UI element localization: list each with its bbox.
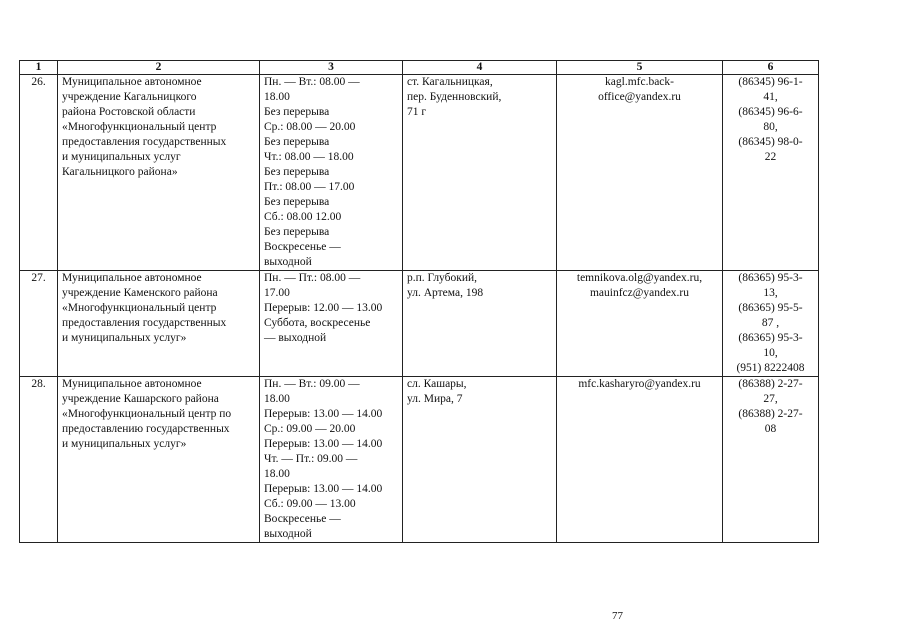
phone-line: 87 ,	[761, 317, 780, 329]
working-hours-line: 18.00	[264, 468, 290, 480]
working-hours-line: Перерыв: 13.00 — 14.00	[264, 408, 383, 420]
organization-name-line: Муниципальное автономное	[62, 378, 202, 390]
organization-name-cell	[58, 271, 260, 377]
organization-name-line: и муниципальных услуг»	[62, 438, 187, 450]
working-hours-line: выходной	[264, 256, 312, 268]
phone-line: 13,	[763, 287, 778, 299]
organization-name-line: предоставлению государственных	[62, 423, 230, 435]
working-hours-line: Сб.: 08.00 12.00	[264, 211, 342, 223]
organization-name-line: района Ростовской области	[62, 106, 196, 118]
working-hours-line: Ср.: 09.00 — 20.00	[264, 423, 356, 435]
working-hours-line: Воскресенье —	[264, 241, 341, 253]
organization-name-line: предоставления государственных	[62, 317, 227, 329]
column-header-6: 6	[723, 61, 819, 75]
working-hours-line: 18.00	[264, 393, 290, 405]
phone-line: 27,	[763, 393, 778, 405]
phone-line: 08	[764, 423, 777, 435]
address-cell	[403, 271, 557, 377]
organization-name-line: учреждение Кашарского района	[62, 393, 219, 405]
column-header-4: 4	[403, 61, 557, 75]
email-cell	[557, 75, 723, 271]
address-line: ул. Артема, 198	[407, 287, 484, 299]
organization-name-line: учреждение Кагальницкого	[62, 91, 197, 103]
address-line: 71 г	[407, 106, 427, 118]
email-line: mfc.kasharyro@yandex.ru	[578, 378, 701, 390]
phone-cell	[723, 377, 819, 543]
working-hours-line: Пн. — Вт.: 08.00 —	[264, 76, 360, 88]
table-row	[20, 271, 819, 377]
phone-line: (86345) 98-0-	[738, 136, 803, 148]
organization-name-cell	[58, 377, 260, 543]
phone-line: (86388) 2-27-	[738, 408, 803, 420]
organization-name-line: Муниципальное автономное	[62, 272, 202, 284]
document-table	[19, 60, 819, 543]
address-cell	[403, 377, 557, 543]
row-number-cell: 27.	[20, 271, 58, 377]
working-hours-line: Без перерыва	[264, 136, 330, 148]
email-cell	[557, 271, 723, 377]
phone-line: 41,	[763, 91, 778, 103]
working-hours-line: Перерыв: 13.00 — 14.00	[264, 438, 383, 450]
organization-name-line: учреждение Каменского района	[62, 287, 218, 299]
column-header-1: 1	[20, 61, 58, 75]
organization-name-line: и муниципальных услуг»	[62, 332, 187, 344]
address-cell	[403, 75, 557, 271]
working-hours-line: Без перерыва	[264, 166, 330, 178]
phone-line: (86388) 2-27-	[738, 378, 803, 390]
working-hours-line: Пт.: 08.00 — 17.00	[264, 181, 355, 193]
organization-name-line: «Многофункциональный центр	[62, 302, 217, 314]
header-row	[20, 61, 819, 75]
table-row	[20, 377, 819, 543]
row-number-cell: 28.	[20, 377, 58, 543]
organization-name-line: Муниципальное автономное	[62, 76, 202, 88]
email-cell	[557, 377, 723, 543]
working-hours-line: Чт.: 08.00 — 18.00	[264, 151, 354, 163]
phone-cell	[723, 75, 819, 271]
organization-name-line: «Многофункциональный центр	[62, 121, 217, 133]
working-hours-line: Перерыв: 13.00 — 14.00	[264, 483, 383, 495]
phone-line: (86345) 96-6-	[738, 106, 803, 118]
address-line: р.п. Глубокий,	[407, 272, 478, 284]
table-row	[20, 75, 819, 271]
organization-name-line: «Многофункциональный центр по	[62, 408, 232, 420]
working-hours-line: Пн. — Пт.: 08.00 —	[264, 272, 361, 284]
page-number: 77	[612, 610, 623, 622]
address-line: ст. Кагальницкая,	[407, 76, 493, 88]
phone-line: (86365) 95-5-	[738, 302, 803, 314]
working-hours-line: 18.00	[264, 91, 290, 103]
working-hours-line: Чт. — Пт.: 09.00 —	[264, 453, 358, 465]
column-header-3: 3	[260, 61, 403, 75]
working-hours-line: Перерыв: 12.00 — 13.00	[264, 302, 383, 314]
working-hours-cell	[260, 75, 403, 271]
email-line: office@yandex.ru	[598, 91, 681, 103]
column-header-5: 5	[557, 61, 723, 75]
working-hours-line: Без перерыва	[264, 196, 330, 208]
working-hours-line: 17.00	[264, 287, 290, 299]
working-hours-line: Без перерыва	[264, 226, 330, 238]
working-hours-line: Сб.: 09.00 — 13.00	[264, 498, 356, 510]
phone-cell	[723, 271, 819, 377]
phone-line: (951) 8222408	[736, 362, 805, 374]
email-line: mauinfcz@yandex.ru	[589, 287, 690, 299]
phone-line: (86365) 95-3-	[738, 332, 803, 344]
address-line: сл. Кашары,	[407, 378, 467, 390]
working-hours-line: Суббота, воскресенье	[264, 317, 371, 329]
organization-name-cell	[58, 75, 260, 271]
organization-name-line: Кагальницкого района»	[62, 166, 178, 178]
working-hours-cell	[260, 377, 403, 543]
organization-name-line: предоставления государственных	[62, 136, 227, 148]
column-header-2: 2	[58, 61, 260, 75]
phone-line: (86365) 95-3-	[738, 272, 803, 284]
working-hours-line: Без перерыва	[264, 106, 330, 118]
table-body	[20, 75, 819, 543]
email-line: kagl.mfc.back-	[605, 76, 674, 88]
address-line: пер. Буденновский,	[407, 91, 502, 103]
working-hours-line: Пн. — Вт.: 09.00 —	[264, 378, 360, 390]
working-hours-line: выходной	[264, 528, 312, 540]
phone-line: 10,	[763, 347, 778, 359]
working-hours-cell	[260, 271, 403, 377]
working-hours-line: Ср.: 08.00 — 20.00	[264, 121, 356, 133]
working-hours-line: — выходной	[264, 332, 327, 344]
phone-line: (86345) 96-1-	[738, 76, 803, 88]
email-line: temnikova.olg@yandex.ru,	[576, 272, 703, 284]
address-line: ул. Мира, 7	[407, 393, 463, 405]
working-hours-line: Воскресенье —	[264, 513, 341, 525]
row-number-cell: 26.	[20, 75, 58, 271]
phone-line: 22	[764, 151, 777, 163]
organization-name-line: и муниципальных услуг	[62, 151, 181, 163]
phone-line: 80,	[763, 121, 778, 133]
